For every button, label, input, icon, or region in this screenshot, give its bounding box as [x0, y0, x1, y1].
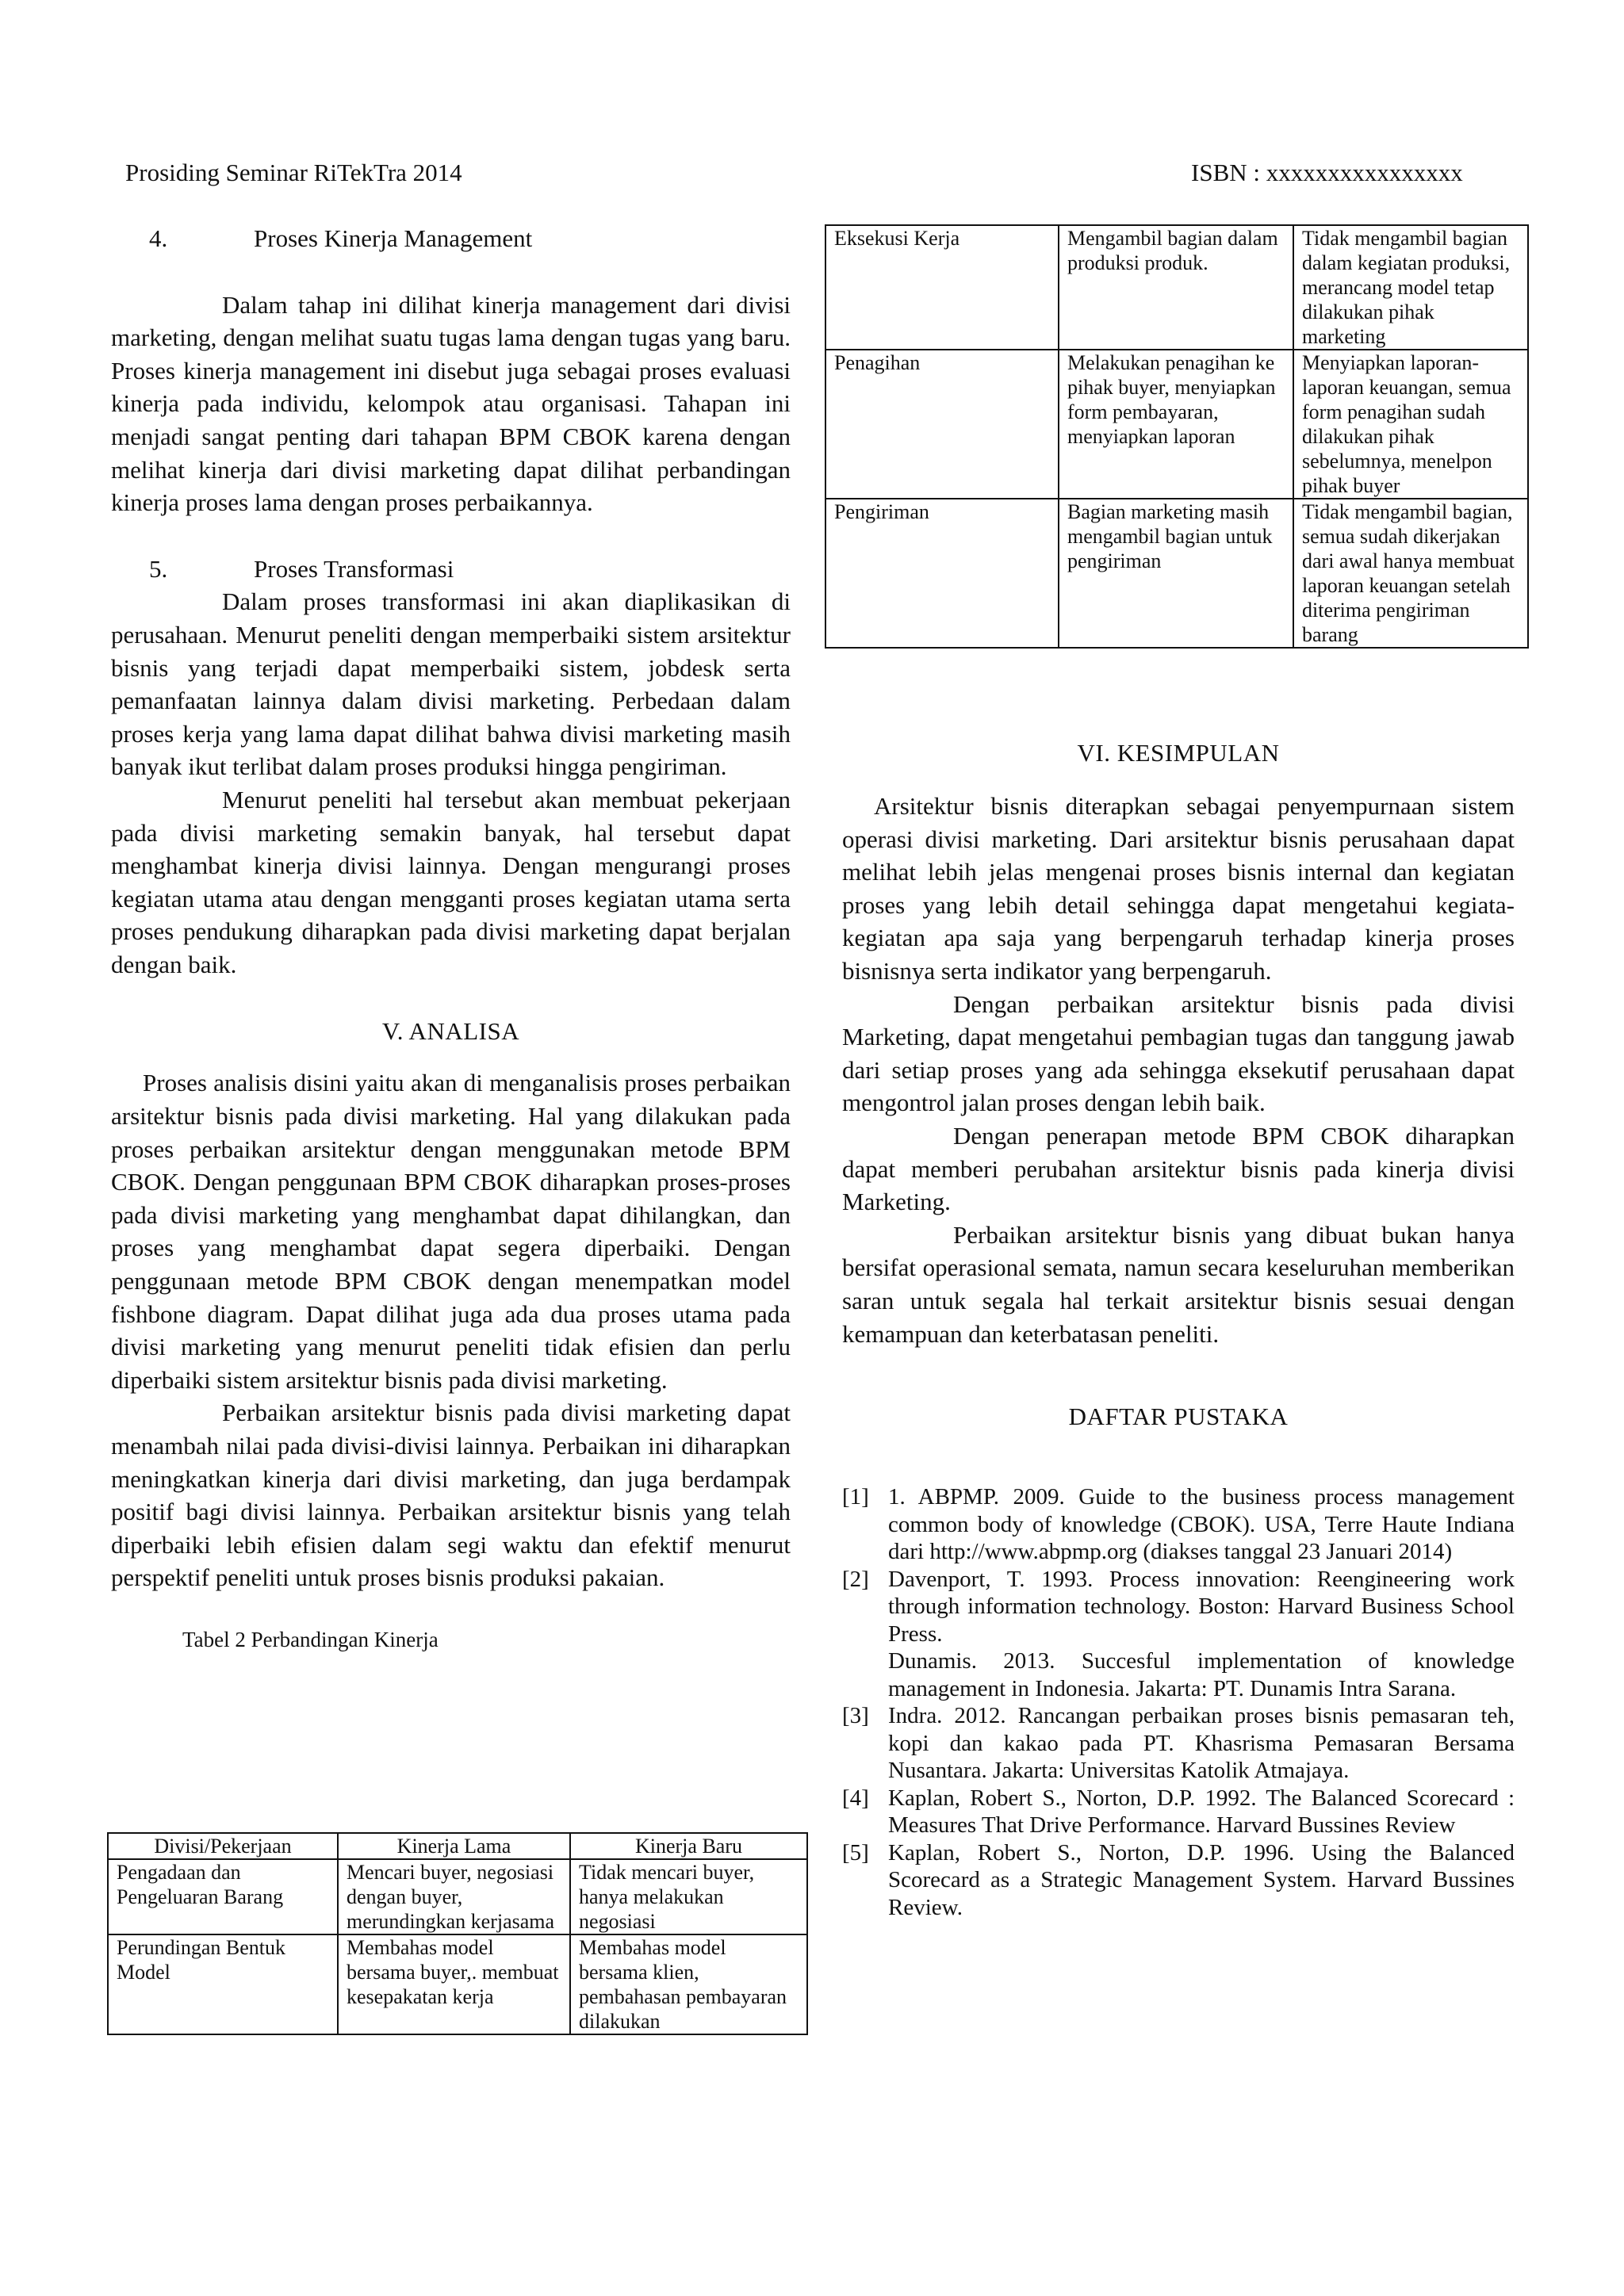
table-row [825, 225, 1528, 350]
reference-continuation: Dunamis. 2013. Succesful implementation of knowledge management in Indonesia. Jakarta: PT. Dunamis Intra Sarana. [888, 1648, 1515, 1701]
section-5-paragraph-1: Dalam proses transformasi ini akan diaplikasikan di perusahaan. Menurut peneliti dengan memperbaiki sistem arsitektur bisnis yang terjadi dapat memperbaiki sistem, jobdesk serta pemanfaatan lainnya dalam divisi marketing. Perbedaan dalam proses kerja yang lama dapat dilihat bahwa divisi marketing masih banyak ikut terlibat dalam proses produksi hingga pengiriman. [111, 587, 791, 781]
section-4-title: Proses Kinerja Management [254, 224, 533, 252]
analisa-paragraph-1: Proses analisis disini yaitu akan di menganalisis proses perbaikan arsitektur bisnis pada divisi marketing. Hal yang dilakukan pada proses perbaikan arsitektur dengan menggunakan metode BPM CBOK. Dengan penggunaan BPM CBOK diharapkan proses-proses pada divisi marketing yang menghambat dapat dihilangkan, dan proses yang menghambat dapat segera diperbaiki. Dengan penggunaan metode BPM CBOK dengan menempatkan model fishbone diagram. Dapat dilihat juga ada dua proses utama pada divisi marketing yang menurut peneliti tidak efisien dan perlu diperbaiki sistem arsitektur bisnis pada divisi marketing. [111, 1069, 791, 1394]
right-column [842, 739, 1515, 1921]
table-cell: Menyiapkan laporan-laporan keuangan, semua form penagihan sudah dilakukan pihak sebelumnya, menelpon pihak buyer [1293, 350, 1528, 499]
table-cell: Membahas model bersama buyer,. membuat kesepakatan kerja [338, 1934, 570, 2034]
reference-text: Indra. 2012. Rancangan perbaikan proses bisnis pemasaran teh, kopi dan kakao pada PT. Khasrisma Pemasaran Bersama Nusantara. Jakarta: Universitas Katolik Atmajaya. [888, 1703, 1515, 1784]
section-5-paragraph-2: Menurut peneliti hal tersebut akan membuat pekerjaan pada divisi marketing semakin banyak, hal tersebut dapat menghambat kinerja divisi lainnya. Dengan mengurangi proses kegiatan utama atau dengan mengganti proses kegiatan utama serta proses pendukung diharapkan pada divisi marketing dapat berjalan dengan baik. [111, 785, 791, 978]
table-cell: Membahas model bersama klien, pembahasan pembayaran dilakukan [570, 1934, 807, 2034]
analisa-heading: V. ANALISA [381, 1017, 520, 1046]
reference-number: [3] [842, 1703, 869, 1729]
kesimpulan-paragraph-4: Perbaikan arsitektur bisnis yang dibuat bukan hanya bersifat operasional semata, namun secara keseluruhan memberikan saran untuk segala hal terkait arsitektur bisnis sesuai dengan kemampuan dan keterbatasan peneliti. [842, 1220, 1515, 1348]
reference-number: [5] [842, 1839, 869, 1866]
reference-item [842, 1566, 1515, 1648]
table-cell: Perundingan Bentuk Model [108, 1934, 338, 2034]
table-row [108, 1934, 807, 2034]
table-cell: Penagihan [825, 350, 1059, 499]
comparison-table-part-1 [107, 1832, 808, 2035]
reference-text: Davenport, T. 1993. Process innovation: Reengineering work through information technology. Boston: Harvard Business School Press. [888, 1566, 1515, 1647]
table-header-cell: Divisi/Pekerjaan [108, 1833, 338, 1859]
table-cell: Pengiriman [825, 499, 1059, 648]
kesimpulan-paragraph-3: Dengan penerapan metode BPM CBOK diharapkan dapat memberi perubahan arsitektur bisnis pada kinerja divisi Marketing. [842, 1121, 1515, 1216]
reference-number: [1] [842, 1484, 869, 1510]
section-4-paragraph: Dalam tahap ini dilihat kinerja management dari divisi marketing, dengan melihat suatu tugas lama dengan tugas yang baru. Proses kinerja management ini disebut juga sebagai proses evaluasi kinerja pada individu, kelompok atau organisasi. Tahapan ini menjadi sangat penting dari tahapan BPM CBOK karena dengan melihat kinerja dari divisi marketing dapat dilihat perbandingan kinerja proses lama dengan proses perbaikannya. [111, 290, 791, 517]
table-caption: Tabel 2 Perbandingan Kinerja [182, 1627, 439, 1651]
kesimpulan-paragraph-1: Arsitektur bisnis diterapkan sebagai penyempurnaan sistem operasi divisi marketing. Dari arsitektur bisnis perusahaan dapat melihat lebih jelas mengenai proses bisnis internal dan kegiatan proses yang lebih detail sehingga dapat mengetahui kegiata-kegiatan apa saja yang berpengaruh terhadap kinerja proses bisnisnya serta indikator yang berpengaruh. [842, 792, 1515, 985]
reference-text: 1. ABPMP. 2009. Guide to the business process management common body of knowledge (CBOK). USA, Terre Haute Indiana dari http://www.abpmp.org (diakses tanggal 23 Januari 2014) [888, 1484, 1515, 1565]
table-header-cell: Kinerja Baru [570, 1833, 807, 1859]
reference-number: [2] [842, 1566, 869, 1592]
section-4-number: 4. [149, 224, 168, 252]
analisa-paragraph-2: Perbaikan arsitektur bisnis pada divisi marketing dapat menambah nilai pada divisi-divisi lainnya. Perbaikan ini diharapkan meningkatkan kinerja dari divisi marketing, dan juga berdampak positif bagi divisi lainnya. Perbaikan arsitektur bisnis yang telah diperbaiki lebih efisien dalam segi waktu dan efektif menurut perspektif peneliti untuk proses bisnis produksi pakaian. [111, 1399, 791, 1592]
table-cell: Pengadaan dan Pengeluaran Barang [108, 1859, 338, 1934]
table-cell: Bagian marketing masih mengambil bagian untuk pengiriman [1059, 499, 1293, 648]
section-5-heading [111, 553, 791, 586]
section-4-heading [111, 222, 791, 255]
comparison-table-part-2 [825, 224, 1529, 649]
table-header-row [108, 1833, 807, 1859]
table-row [825, 499, 1528, 648]
running-header-left: Prosiding Seminar RiTekTra 2014 [125, 159, 462, 186]
daftar-pustaka-heading: DAFTAR PUSTAKA [1068, 1402, 1289, 1431]
reference-number: [4] [842, 1785, 869, 1811]
kesimpulan-paragraph-2: Dengan perbaikan arsitektur bisnis pada divisi Marketing, dapat mengetahui pembagian tugas dan tanggung jawab dari setiap proses yang ada sehingga eksekutif perusahaan dapat mengontrol jalan proses dengan lebih baik. [842, 989, 1515, 1117]
table-cell: Tidak mengambil bagian dalam kegiatan produksi, merancang model tetap dilakukan pihak marketing [1293, 225, 1528, 350]
kesimpulan-heading: VI. KESIMPULAN [1077, 739, 1280, 767]
table-cell: Mengambil bagian dalam produksi produk. [1059, 225, 1293, 350]
reference-item [842, 1785, 1515, 1839]
reference-item [842, 1483, 1515, 1566]
reference-text: Kaplan, Robert S., Norton, D.P. 1996. Using the Balanced Scorecard as a Strategic Management System. Harvard Bussines Review. [888, 1839, 1515, 1920]
table-cell: Tidak mengambil bagian, semua sudah dikerjakan dari awal hanya membuat laporan keuangan setelah diterima pengiriman barang [1293, 499, 1528, 648]
reference-item [842, 1839, 1515, 1922]
table-header-cell: Kinerja Lama [338, 1833, 570, 1859]
section-5-title: Proses Transformasi [254, 554, 454, 583]
reference-list [842, 1483, 1515, 1921]
table-cell: Melakukan penagihan ke pihak buyer, menyiapkan form pembayaran, menyiapkan laporan [1059, 350, 1293, 499]
reference-text: Kaplan, Robert S., Norton, D.P. 1992. The Balanced Scorecard : Measures That Drive Performance. Harvard Bussines Review [888, 1785, 1515, 1839]
table-cell: Mencari buyer, negosiasi dengan buyer, merundingkan kerjasama [338, 1859, 570, 1934]
isbn-header: ISBN : xxxxxxxxxxxxxxxx [1191, 159, 1463, 186]
table-row [108, 1859, 807, 1934]
table-cell: Eksekusi Kerja [825, 225, 1059, 350]
table-cell: Tidak mencari buyer, hanya melakukan negosiasi [570, 1859, 807, 1934]
left-column [111, 222, 791, 1651]
table-row [825, 350, 1528, 499]
reference-item [842, 1702, 1515, 1785]
section-5-number: 5. [149, 554, 168, 583]
